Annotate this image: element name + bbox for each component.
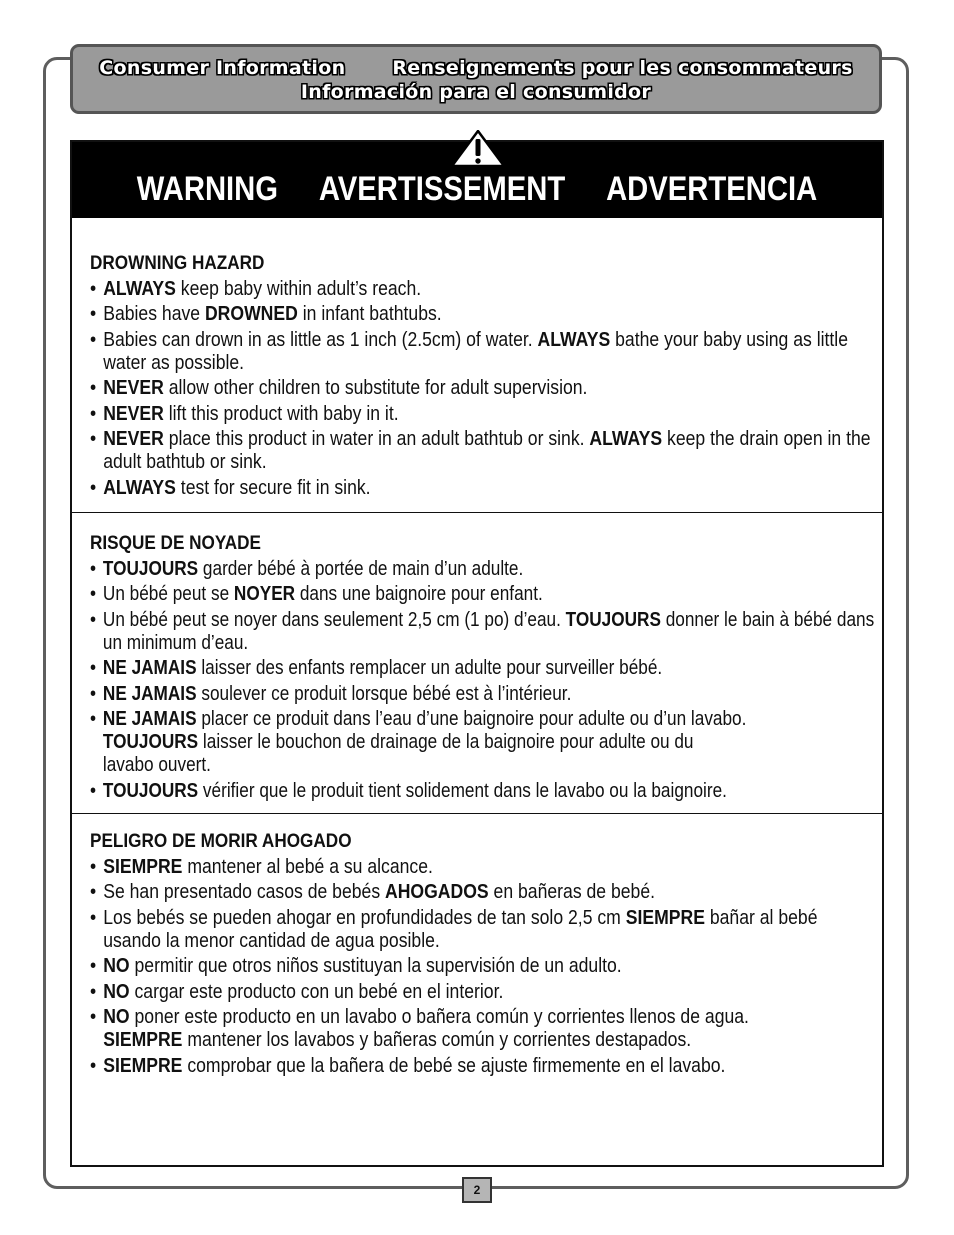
list-item: • NO cargar este producto con un bebé en el interior. xyxy=(90,981,878,1004)
warning-triangle-icon xyxy=(450,130,506,168)
list-item: • ALWAYS keep baby within adult’s reach. xyxy=(90,278,878,301)
warning-list xyxy=(90,557,875,803)
header-title-fr: Renseignements pour les consommateurs xyxy=(392,57,853,79)
list-item: • TOUJOURS vérifier que le produit tient solidement dans le lavabo ou la baignoire. xyxy=(90,780,877,803)
section-risque-de-noyade-fr xyxy=(72,512,882,814)
list-item: • Se han presentado casos de bebés AHOGADOS en bañeras de bebé. xyxy=(90,881,878,904)
section-title: DROWNING HAZARD xyxy=(90,252,265,274)
list-item: • NE JAMAIS laisser des enfants remplacer un adulte pour surveiller bébé. xyxy=(90,657,877,680)
page-number: 2 xyxy=(462,1177,492,1203)
warning-title xyxy=(129,170,826,209)
list-item: • NEVER allow other children to substitute for adult supervision. xyxy=(90,377,878,400)
list-item: • TOUJOURS garder bébé à portée de main d’un adulte. xyxy=(90,558,877,581)
list-item: • NEVER place this product in water in an adult bathtub or sink. ALWAYS keep the drain open in the adult bathtub or sink. xyxy=(90,428,878,474)
list-item: • Un bébé peut se NOYER dans une baignoire pour enfant. xyxy=(90,583,877,606)
consumer-information-banner xyxy=(70,44,882,114)
list-item: • ALWAYS test for secure fit in sink. xyxy=(90,477,878,500)
warning-list xyxy=(90,277,871,500)
warning-title-bar xyxy=(72,142,882,218)
list-item: • Los bebés se pueden ahogar en profundidades de tan solo 2,5 cm SIEMPRE bañar al bebé usando la menor cantidad de agua posible. xyxy=(90,907,878,953)
header-title-es: Información para el consumidor xyxy=(300,81,652,103)
header-title-en: Consumer Information xyxy=(99,57,346,79)
list-item: • Un bébé peut se noyer dans seulement 2,5 cm (1 po) d’eau. TOUJOURS donner le bain à bébé dans un minimum d’eau. xyxy=(90,609,877,655)
list-item: • NE JAMAIS placer ce produit dans l’eau d’une baignoire pour adulte ou d’un lavabo. TOUJOURS laisser le bouchon de drainage de la baignoire pour adulte ou du lavabo ouvert. xyxy=(90,708,877,777)
warning-title-fr: AVERTISSEMENT xyxy=(318,170,566,208)
section-drowning-hazard-en xyxy=(72,218,882,513)
list-item: • SIEMPRE comprobar que la bañera de bebé se ajuste firmemente en el lavabo. xyxy=(90,1055,878,1078)
section-peligro-de-morir-ahogado-es xyxy=(72,813,882,1167)
list-item: • NEVER lift this product with baby in it. xyxy=(90,403,878,426)
list-item: • Babies have DROWNED in infant bathtubs. xyxy=(90,303,878,326)
list-item: • Babies can drown in as little as 1 inch (2.5cm) of water. ALWAYS bathe your baby using as little water as possible. xyxy=(90,329,878,375)
list-item: • SIEMPRE mantener al bebé a su alcance. xyxy=(90,856,878,879)
list-item: • NE JAMAIS soulever ce produit lorsque bébé est à l’intérieur. xyxy=(90,683,877,706)
section-title: PELIGRO DE MORIR AHOGADO xyxy=(90,830,352,852)
list-item: • NO poner este producto en un lavabo o bañera común y corrientes llenos de agua. SIEMPRE mantener los lavabos y bañeras común y corrientes destapados. xyxy=(90,1006,878,1052)
warning-title-en: WARNING xyxy=(136,170,279,208)
section-title: RISQUE DE NOYADE xyxy=(90,532,262,554)
list-item: • NO permitir que otros niños sustituyan la supervisión de un adulto. xyxy=(90,955,878,978)
warning-box xyxy=(70,140,884,1167)
warning-title-es: ADVERTENCIA xyxy=(606,170,818,208)
warning-list xyxy=(90,856,868,1078)
